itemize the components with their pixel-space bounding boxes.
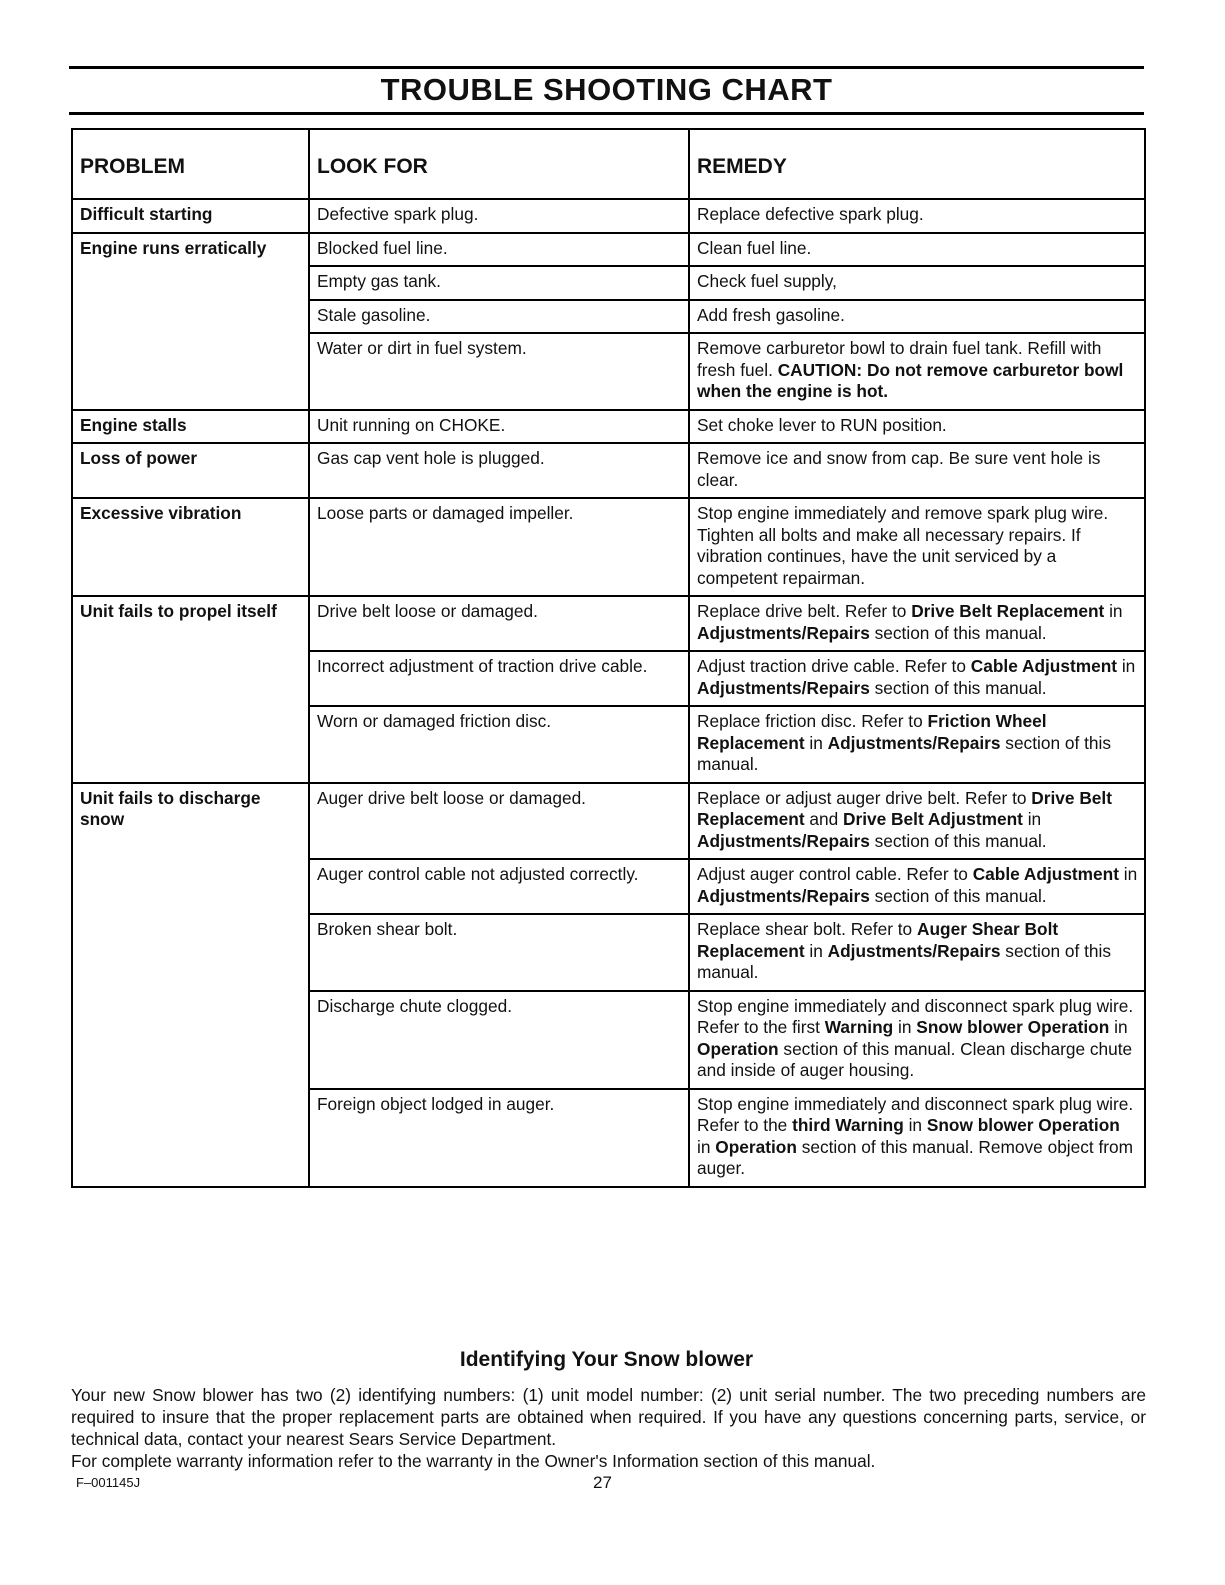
table-row [72,706,1145,783]
identify-paragraph [71,1384,1146,1472]
problem-cell: Unit fails to propel itself [72,596,309,651]
remedy-text: Replace drive belt. Refer to [697,601,912,621]
reference-text: Operation [715,1136,797,1157]
remedy-cell [689,199,1145,233]
reference-text: Adjustments/Repairs [827,940,1001,961]
title-rule-top [69,66,1144,69]
look-for-cell: Broken shear bolt. [309,914,689,991]
remedy-text: in [893,1017,917,1037]
remedy-text: in [1022,809,1042,829]
reference-text: Cable Adjustment [970,656,1118,676]
look-for-cell: Gas cap vent hole is plugged. [309,443,689,498]
remedy-text: and [804,809,844,829]
troubleshooting-table [71,128,1146,1188]
remedy-text: Remove carburetor bowl to drain fuel tank. Refill with fresh fuel. [697,338,1102,380]
look-for-cell: Auger drive belt loose or damaged. [309,783,689,860]
remedy-cell [689,300,1145,334]
reference-text: Adjustments/Repairs [697,885,870,906]
remedy-text: Replace or adjust auger drive belt. Refer to [697,787,1032,808]
reference-text: Warning [824,1017,894,1037]
remedy-text: Remove ice and snow from cap. Be sure vent hole is clear. [697,448,1101,490]
header-look-for: LOOK FOR [309,129,689,199]
remedy-text: Stop engine immediately and disconnect spark plug wire. Refer to the first [697,995,1134,1037]
problem-cell: Loss of power [72,443,309,498]
reference-text: Adjustments/Repairs [827,732,1001,753]
remedy-text: in [697,1136,716,1157]
table-row [72,783,1145,860]
remedy-cell [689,233,1145,267]
look-for-cell: Stale gasoline. [309,300,689,334]
table-row [72,199,1145,233]
reference-text: Adjustments/Repairs [697,830,870,851]
remedy-text: section of this manual. Remove object from auger. [697,1136,1134,1178]
remedy-text: section of this manual. [869,622,1047,643]
caution-text: CAUTION: Do not remove carburetor bowl when the engine is hot. [697,359,1124,401]
remedy-text: Replace shear bolt. Refer to [697,919,917,939]
reference-text: Friction Wheel Replacement [697,711,1047,753]
remedy-text: Replace friction disc. Refer to [697,711,928,731]
table-header-row [72,129,1145,199]
remedy-text: section of this manual. [697,940,1111,982]
remedy-text: section of this manual. [697,732,1111,774]
table-row [72,1089,1145,1187]
look-for-cell: Auger control cable not adjusted correctly. [309,859,689,914]
problem-cell: Unit fails to discharge snow [72,783,309,860]
title-rule-bottom [69,112,1144,115]
problem-cell-empty [72,333,309,410]
remedy-text: Set choke lever to RUN position. [697,414,947,435]
table-row [72,333,1145,410]
remedy-text: section of this manual. [869,885,1047,906]
problem-cell-empty [72,651,309,706]
reference-text: third Warning [792,1115,904,1135]
table-row [72,991,1145,1089]
look-for-cell: Water or dirt in fuel system. [309,333,689,410]
remedy-text: in [1109,1017,1128,1037]
remedy-cell [689,859,1145,914]
table-row [72,443,1145,498]
warranty-text: For complete warranty information refer to the warranty in the Owner's Information section of this manual. [71,1451,876,1471]
reference-text: Auger Shear Bolt Replacement [697,919,1059,961]
remedy-text: in [903,1115,927,1135]
problem-cell-empty [72,706,309,783]
table-row [72,233,1145,267]
look-for-cell: Worn or damaged friction disc. [309,706,689,783]
problem-cell: Excessive vibration [72,498,309,596]
table-row [72,859,1145,914]
problem-cell: Difficult starting [72,199,309,233]
remedy-text: section of this manual. [869,830,1047,851]
look-for-cell: Unit running on CHOKE. [309,410,689,444]
remedy-cell [689,266,1145,300]
remedy-cell [689,443,1145,498]
table-row [72,914,1145,991]
document-code: F–001145J [76,1475,141,1490]
look-for-cell: Empty gas tank. [309,266,689,300]
problem-cell-empty [72,991,309,1089]
remedy-cell [689,706,1145,783]
problem-cell-empty [72,300,309,334]
problem-cell-empty [72,1089,309,1187]
problem-cell: Engine runs erratically [72,233,309,267]
remedy-text: in [1117,656,1136,676]
remedy-cell [689,333,1145,410]
look-for-cell: Loose parts or damaged impeller. [309,498,689,596]
reference-text: Drive Belt Replacement [697,787,1112,829]
remedy-text: Adjust auger control cable. Refer to [697,864,973,884]
remedy-text: Stop engine immediately and remove spark plug wire. Tighten all bolts and make all necessary repairs. If vibration continues, have the unit serviced by a competent repairman. [697,503,1109,588]
reference-text: Drive Belt Adjustment [843,809,1023,829]
identify-text: Your new Snow blower has two (2) identifying numbers: (1) unit model number: (2) unit serial number. The two preceding numbers are required to insure that the proper replacement parts are obtained when required. If you have any questions concerning parts, service, or technical data, contact your nearest Sears Service Department. [71,1385,1146,1449]
table-row [72,596,1145,651]
table-row [72,651,1145,706]
remedy-cell [689,1089,1145,1187]
remedy-text: Check fuel supply, [697,271,837,291]
remedy-cell [689,596,1145,651]
remedy-text: in [804,940,828,961]
remedy-text: Clean fuel line. [697,237,812,258]
reference-text: Snow blower Operation [926,1115,1120,1135]
reference-text: Drive Belt Replacement [911,601,1105,621]
look-for-cell: Foreign object lodged in auger. [309,1089,689,1187]
reference-text: Snow blower Operation [916,1017,1110,1037]
header-problem: PROBLEM [72,129,309,199]
look-for-cell: Discharge chute clogged. [309,991,689,1089]
remedy-text: in [804,732,828,753]
remedy-text: in [1118,864,1138,884]
remedy-cell [689,651,1145,706]
look-for-cell: Blocked fuel line. [309,233,689,267]
problem-cell: Engine stalls [72,410,309,444]
problem-cell-empty [72,859,309,914]
reference-text: Operation [697,1038,779,1059]
remedy-cell [689,498,1145,596]
remedy-cell [689,991,1145,1089]
reference-text: Adjustments/Repairs [697,622,870,643]
header-remedy: REMEDY [689,129,1145,199]
table-row [72,300,1145,334]
table-row [72,410,1145,444]
remedy-cell [689,914,1145,991]
remedy-text: section of this manual. [869,677,1047,698]
remedy-text: Add fresh gasoline. [697,304,845,325]
reference-text: Adjustments/Repairs [697,677,870,698]
remedy-cell [689,410,1145,444]
look-for-cell: Defective spark plug. [309,199,689,233]
reference-text: Cable Adjustment [972,864,1119,884]
remedy-text: Stop engine immediately and disconnect spark plug wire. Refer to the [697,1093,1134,1135]
remedy-text: Replace defective spark plug. [697,204,924,224]
look-for-cell: Incorrect adjustment of traction drive cable. [309,651,689,706]
look-for-cell: Drive belt loose or damaged. [309,596,689,651]
remedy-text: Adjust traction drive cable. Refer to [697,656,971,676]
table-row [72,266,1145,300]
problem-cell-empty [72,914,309,991]
remedy-text: section of this manual. Clean discharge chute and inside of auger housing. [697,1038,1133,1080]
table-row [72,498,1145,596]
remedy-text: in [1104,601,1123,621]
page-number: 27 [593,1473,612,1492]
section-title: Identifying Your Snow blower [459,1348,754,1371]
page-title: TROUBLE SHOOTING CHART [380,72,833,107]
problem-cell-empty [72,266,309,300]
remedy-cell [689,783,1145,860]
